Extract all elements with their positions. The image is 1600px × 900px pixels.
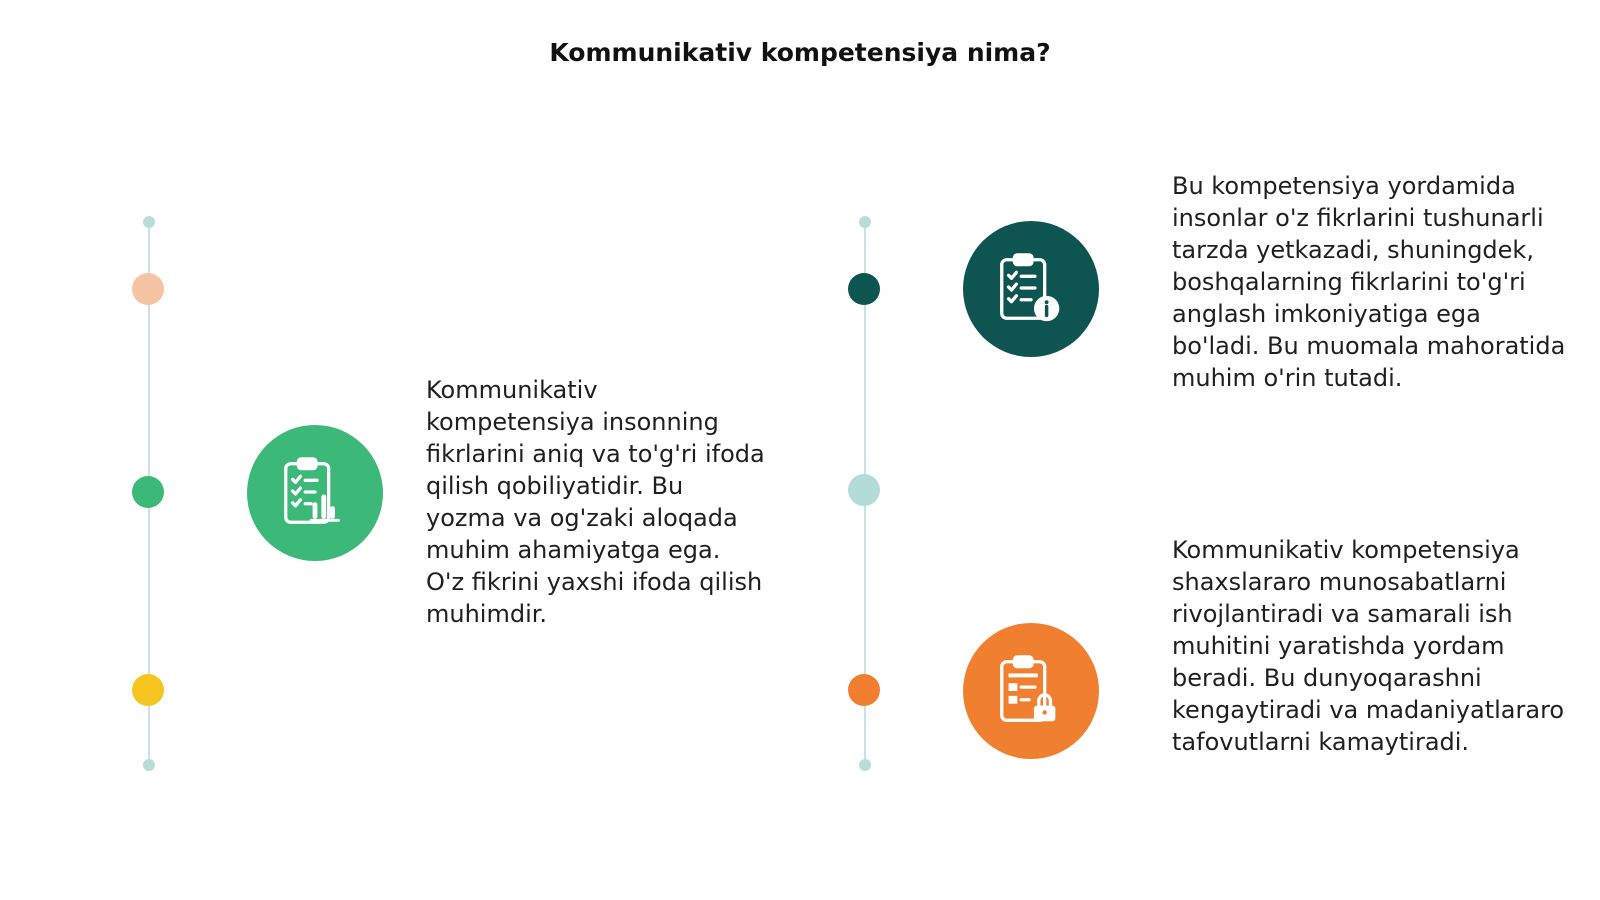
clipboard-lock-icon [992,652,1070,730]
left-timeline-dot-3 [132,674,164,706]
item-2-badge [963,221,1099,357]
right-timeline-dot-3 [848,674,880,706]
item-3-badge [963,623,1099,759]
right-timeline-dot-1 [848,273,880,305]
item-1-text: Kommunikativ kompetensiya insonning fikrlarini aniq va to'g'ri ifoda qilish qobiliyatidir. Bu yozma va og'zaki aloqada muhim ahamiyatga ega. O'z fikrini yaxshi ifoda qilish muhimdir. [426,376,765,628]
item-1-badge [247,425,383,561]
right-timeline-end-dot [859,759,871,771]
clipboard-chart-icon [276,454,354,532]
page-title: Kommunikativ kompetensiya nima? [549,38,1051,67]
left-timeline-end-dot [143,759,155,771]
right-timeline-dot-2 [848,474,880,506]
right-timeline-start-dot [859,216,871,228]
item-3-text: Kommunikativ kompetensiya shaxslararo munosabatlarni rivojlantiradi va samarali ish muhitini yaratishda yordam beradi. Bu dunyoqarashni kengaytiradi va madaniyatlararo tafovutlarni kamaytiradi. [1172,536,1565,756]
left-timeline-dot-1 [132,273,164,305]
left-timeline-start-dot [143,216,155,228]
clipboard-info-icon [992,250,1070,328]
item-2-text: Bu kompetensiya yordamida insonlar o'z fikrlarini tushunarli tarzda yetkazadi, shuningdek, boshqalarning fikrlarini to'g'ri anglash imkoniyatiga ega bo'ladi. Bu muomala mahoratida muhim o'rin tutadi. [1172,172,1566,392]
left-timeline-dot-2 [132,476,164,508]
